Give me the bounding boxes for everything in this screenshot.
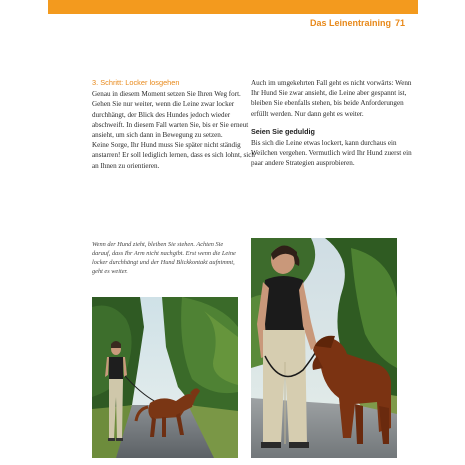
paragraph: Keine Sorge, Ihr Hund muss Sie später nicht ständig anstarren! Er soll lediglich lernen, dass es sich lohnt, sich an Ihnen zu orientieren. <box>92 141 255 170</box>
running-header <box>310 18 405 28</box>
left-text-column <box>92 78 257 171</box>
photo-caption: Wenn der Hund zieht, bleiben Sie stehen. Achten Sie darauf, dass Ihr Arm nicht nachgibt. Erst wenn die Leine locker durchhängt und der Hund Blickkontakt aufnimmt, geht es weiter. <box>92 241 236 275</box>
paragraph: Genau in diesem Moment setzen Sie Ihren Weg fort. Gehen Sie nur weiter, wenn die Leine zwar locker durchhängt, der Blick des Hundes jedoch wieder abschweift. In diesem Fall warten Sie, bis er Sie erneut ansieht, um sich dann in Bewegung zu setzen. <box>92 90 249 140</box>
photo-woman-dog-wide <box>92 297 238 458</box>
photo-illustration <box>251 238 397 458</box>
step-heading: 3. Schritt: Locker losgehen <box>92 78 180 87</box>
sub-heading: Seien Sie geduldig <box>251 126 315 136</box>
paragraph: Bis sich die Leine etwas lockert, kann durchaus ein Weilchen vergehen. Vermutlich wird Ihr Hund zuerst ein paar andere Strategien ausprobieren. <box>251 139 412 168</box>
photo-illustration <box>92 297 238 458</box>
chapter-title: Das Leinentraining <box>309 18 391 28</box>
page-number: 71 <box>394 18 405 28</box>
right-text-column <box>251 78 416 169</box>
photo-woman-dog-closeup <box>251 238 397 458</box>
paragraph: Auch im umgekehrten Fall geht es nicht vorwärts: Wenn Ihr Hund Sie zwar ansieht, die Leine aber gespannt ist, bleiben Sie ebenfalls stehen, bis beide Anforderungen erfüllt werden. Nur dann geht es weiter. <box>251 79 412 118</box>
header-accent-bar <box>48 0 418 14</box>
